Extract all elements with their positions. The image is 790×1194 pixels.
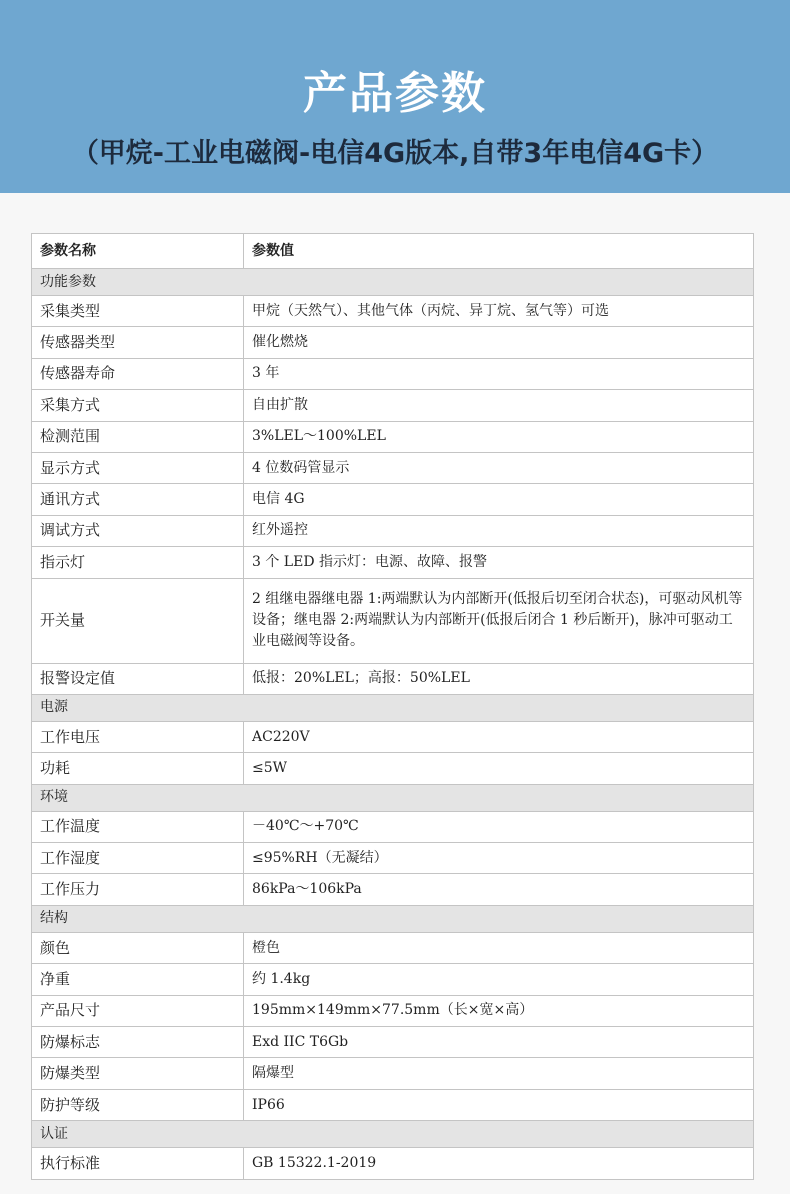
table-row [32, 663, 754, 694]
param-value: 2 组继电器继电器 1:两端默认为内部断开(低报后切至闭合状态)，可驱动风机等设备；继电器 2:两端默认为内部断开(低报后闭合 1 秒后断开)，脉冲可驱动工业电磁阀等设备。 [244, 578, 754, 663]
param-value: ≤5W [244, 753, 754, 784]
page-subtitle: （甲烷-工业电磁阀-电信4G版本,自带3年电信4G卡） [71, 138, 719, 169]
param-name: 执行标准 [32, 1148, 244, 1179]
spec-table [31, 233, 754, 1180]
param-value: 3 年 [244, 358, 754, 389]
param-value: 甲烷（天然气）、其他气体（丙烷、异丁烷、氢气等）可选 [244, 296, 754, 327]
column-header-name: 参数名称 [32, 234, 244, 269]
param-value: 195mm×149mm×77.5mm（长×宽×高） [244, 995, 754, 1026]
section-row [32, 694, 754, 721]
param-value: 橙色 [244, 932, 754, 963]
param-name: 采集类型 [32, 296, 244, 327]
table-row [32, 1148, 754, 1179]
header-banner [0, 0, 790, 193]
param-value: 红外遥控 [244, 515, 754, 546]
table-row [32, 390, 754, 421]
table-row [32, 296, 754, 327]
section-title: 认证 [32, 1121, 754, 1148]
param-name: 工作湿度 [32, 843, 244, 874]
param-value: 约 1.4kg [244, 964, 754, 995]
table-row [32, 874, 754, 905]
section-row [32, 1121, 754, 1148]
param-name: 工作压力 [32, 874, 244, 905]
section-title: 功能参数 [32, 269, 754, 296]
param-value: AC220V [244, 721, 754, 752]
table-row [32, 1089, 754, 1120]
param-name: 调试方式 [32, 515, 244, 546]
param-name: 防爆标志 [32, 1027, 244, 1058]
param-value: 4 位数码管显示 [244, 452, 754, 483]
table-row [32, 578, 754, 663]
section-title: 结构 [32, 905, 754, 932]
section-row [32, 784, 754, 811]
param-name: 开关量 [32, 578, 244, 663]
param-value: 电信 4G [244, 484, 754, 515]
param-value: IP66 [244, 1089, 754, 1120]
param-name: 指示灯 [32, 547, 244, 578]
table-row [32, 421, 754, 452]
section-row [32, 269, 754, 296]
table-row [32, 843, 754, 874]
param-name: 检测范围 [32, 421, 244, 452]
param-value: 催化燃烧 [244, 327, 754, 358]
param-name: 报警设定值 [32, 663, 244, 694]
table-row [32, 964, 754, 995]
param-value: GB 15322.1-2019 [244, 1148, 754, 1179]
param-value: 低报：20%LEL；高报：50%LEL [244, 663, 754, 694]
param-value: 自由扩散 [244, 390, 754, 421]
param-name: 防爆类型 [32, 1058, 244, 1089]
table-row [32, 1058, 754, 1089]
param-name: 显示方式 [32, 452, 244, 483]
table-header-row [32, 234, 754, 269]
param-value: 3%LEL～100%LEL [244, 421, 754, 452]
section-title: 电源 [32, 694, 754, 721]
table-row [32, 515, 754, 546]
param-name: 采集方式 [32, 390, 244, 421]
section-title: 环境 [32, 784, 754, 811]
param-name: 功耗 [32, 753, 244, 784]
param-value: ≤95%RH（无凝结） [244, 843, 754, 874]
table-row [32, 932, 754, 963]
column-header-value: 参数值 [244, 234, 754, 269]
param-value: －40℃～+70℃ [244, 811, 754, 842]
page-title: 产品参数 [303, 68, 487, 119]
param-name: 防护等级 [32, 1089, 244, 1120]
param-name: 工作温度 [32, 811, 244, 842]
table-row [32, 811, 754, 842]
param-name: 通讯方式 [32, 484, 244, 515]
table-row [32, 484, 754, 515]
table-row [32, 452, 754, 483]
param-name: 净重 [32, 964, 244, 995]
param-value: Exd IIC T6Gb [244, 1027, 754, 1058]
table-row [32, 721, 754, 752]
param-name: 颜色 [32, 932, 244, 963]
param-value: 86kPa～106kPa [244, 874, 754, 905]
table-row [32, 547, 754, 578]
param-name: 产品尺寸 [32, 995, 244, 1026]
table-row [32, 1027, 754, 1058]
param-name: 传感器类型 [32, 327, 244, 358]
table-row [32, 753, 754, 784]
section-row [32, 905, 754, 932]
param-value: 3 个 LED 指示灯：电源、故障、报警 [244, 547, 754, 578]
table-row [32, 995, 754, 1026]
param-name: 工作电压 [32, 721, 244, 752]
param-name: 传感器寿命 [32, 358, 244, 389]
table-row [32, 327, 754, 358]
param-value: 隔爆型 [244, 1058, 754, 1089]
table-row [32, 358, 754, 389]
